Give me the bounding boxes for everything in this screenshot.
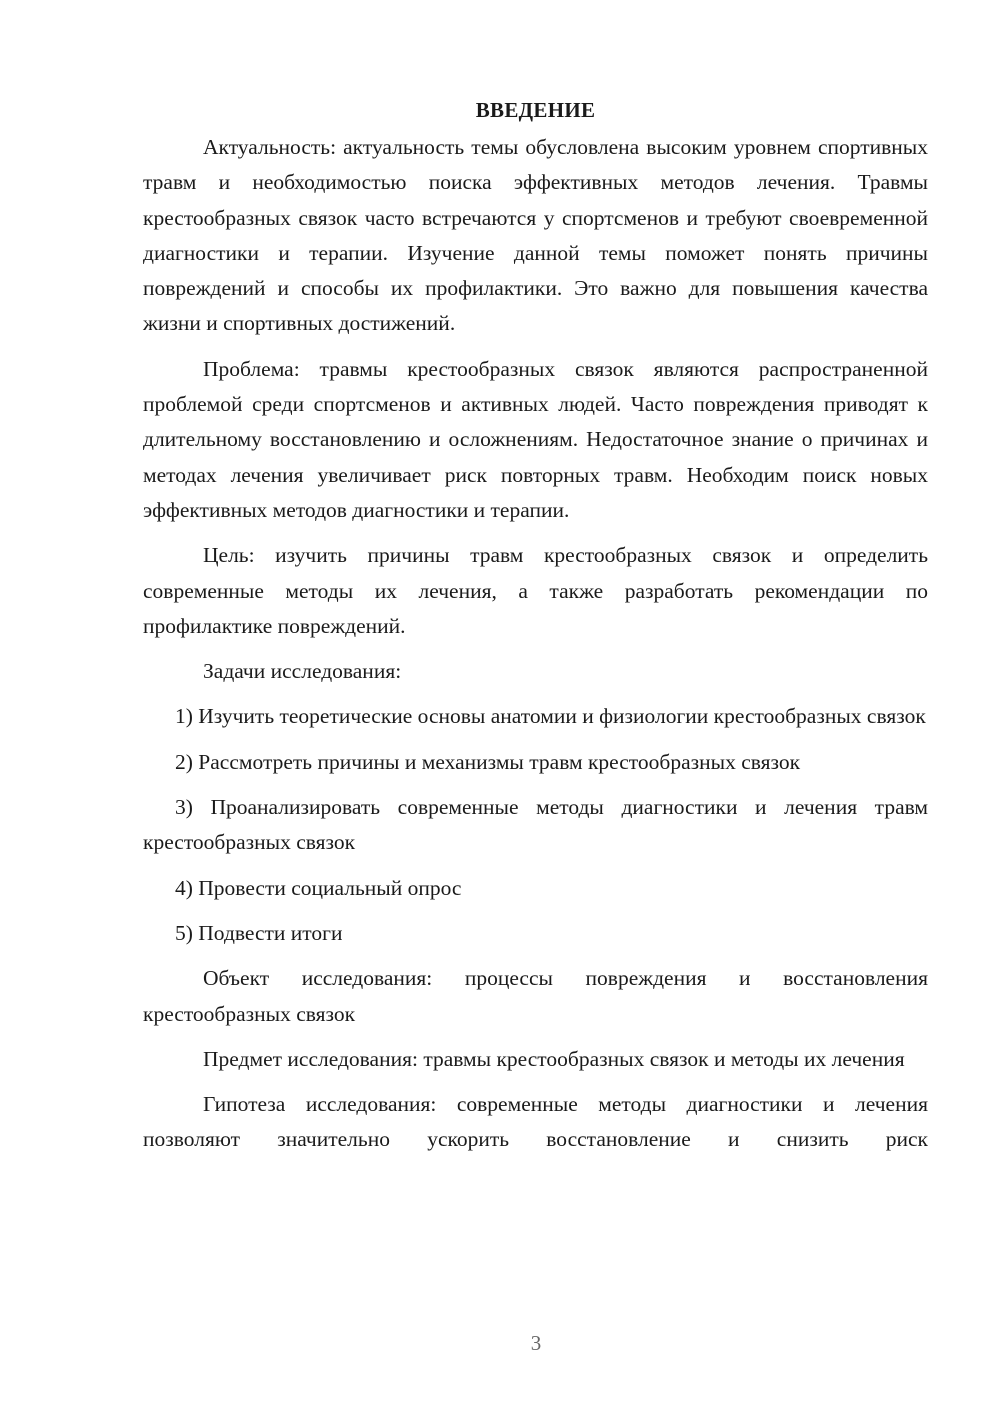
task-item-4: 4) Провести социальный опрос xyxy=(175,875,462,900)
task-item-5: 5) Подвести итоги xyxy=(175,920,343,945)
task-item-2: 2) Рассмотреть причины и механизмы травм крестообразных связок xyxy=(175,749,801,774)
tasks-title: Задачи исследования: xyxy=(203,659,402,684)
hypothesis-paragraph: Гипотеза исследования: современные методы диагностики и лечения позволяют значительно ускорить восстановление и снизить риск xyxy=(143,1092,928,1152)
object-paragraph: Объект исследования: процессы повреждения и восстановления крестообразных связок xyxy=(143,966,928,1026)
task-item-1: 1) Изучить теоретические основы анатомии и физиологии крестообразных связок xyxy=(175,704,926,729)
relevance-paragraph: Актуальность: актуальность темы обусловлена высоким уровнем спортивных травм и необходимостью поиска эффективных методов лечения. Травмы крестообразных связок часто встречаются у спортсменов и требуют своевременной диагностики и терапии. Изучение данной темы поможет понять причины повреждений и способы их профилактики. Это важно для повышения качества жизни и спортивных достижений. xyxy=(143,135,928,336)
document-page xyxy=(143,92,928,1168)
subject-paragraph: Предмет исследования: травмы крестообразных связок и методы их лечения xyxy=(203,1046,905,1071)
task-item-3: 3) Проанализировать современные методы диагностики и лечения травм крестообразных связок xyxy=(143,795,928,855)
page-number: 3 xyxy=(530,1331,542,1355)
goal-paragraph: Цель: изучить причины травм крестообразных связок и определить современные методы их лечения, а также разработать рекомендации по профилактике повреждений. xyxy=(143,543,928,638)
section-heading: ВВЕДЕНИЕ xyxy=(475,98,596,122)
problem-paragraph: Проблема: травмы крестообразных связок являются распространенной проблемой среди спортсменов и активных людей. Часто повреждения приводят к длительному восстановлению и осложнениям. Недостаточное знание о причинах и методах лечения увеличивает риск повторных травм. Необходим поиск новых эффективных методов диагностики и терапии. xyxy=(143,356,928,522)
